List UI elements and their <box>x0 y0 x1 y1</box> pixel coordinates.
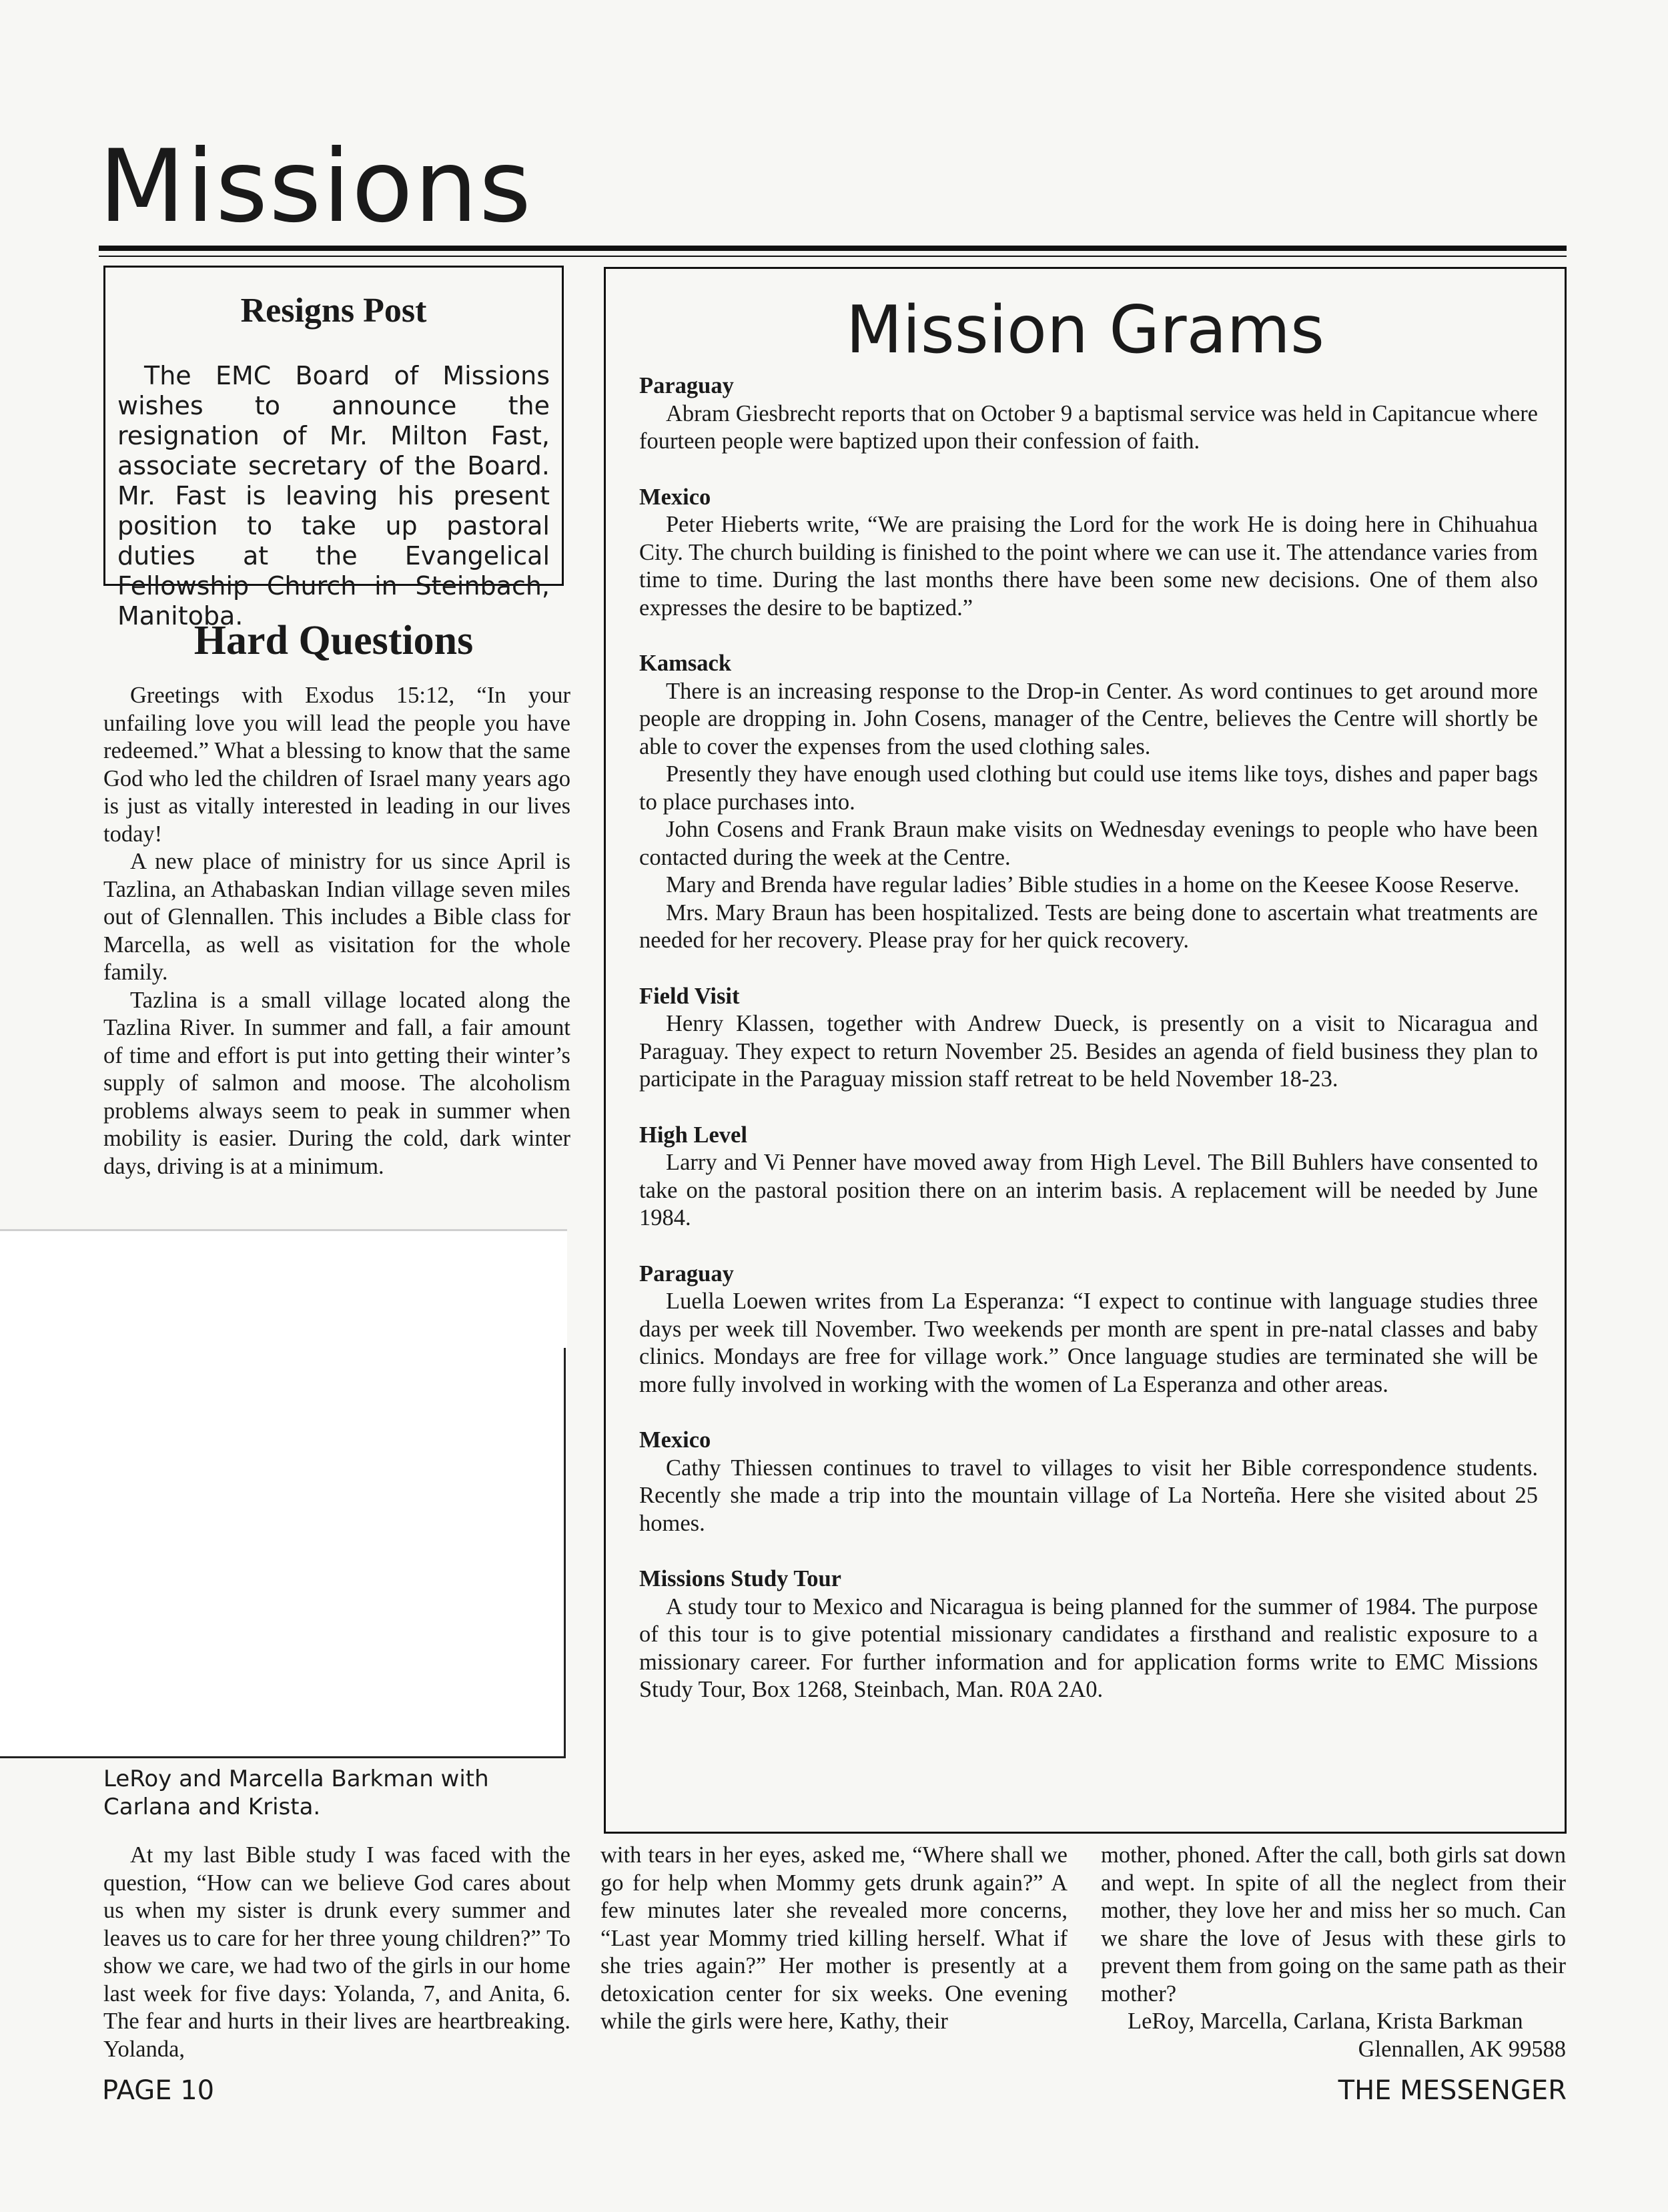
page-title: Missions <box>99 129 533 245</box>
resigns-post-body: The EMC Board of Missions wishes to announce the resignation of Mr. Milton Fast, associate secretary of the Board. Mr. Fast is leaving his present position to take up pastoral duties at the Evangelical Fellowship Church in Steinbach, Manitoba. <box>117 361 550 631</box>
hard-questions-paragraph: mother, phoned. After the call, both girls sat down and wept. In spite of all the neglect from their mother, they love her and miss her so much. Can we share the love of Jesus with these girls to prevent them from going on the same path as their mother? <box>1101 1842 1566 2006</box>
gram-kamsack <box>639 650 1538 955</box>
signature: LeRoy, Marcella, Carlana, Krista Barkman <box>1128 2008 1523 2034</box>
hard-questions-paragraph: with tears in her eyes, asked me, “Where shall we go for help when Mommy gets drunk again?” A few minutes later she revealed more concerns, “Last year Mommy tried killing herself. What if she tries again?” Her mother is presently at a detoxication center for six weeks. One evening while the girls were here, Kathy, their <box>600 1842 1068 2034</box>
family-photo <box>0 1231 567 1758</box>
page-number: PAGE 10 <box>102 2075 215 2106</box>
gram-paraguay-2 <box>639 1260 1538 1399</box>
gram-heading: Field Visit <box>639 983 740 1009</box>
gram-heading: Paraguay <box>639 1260 734 1286</box>
gram-high-level <box>639 1122 1538 1232</box>
mission-grams-box <box>604 267 1567 1834</box>
signature-location: Glennallen, AK 99588 <box>1358 2036 1566 2062</box>
gram-paragraph: Mrs. Mary Braun has been hospitalized. Tests are being done to ascertain what treatments are needed for her recovery. Please pray for her quick recovery. <box>639 899 1538 953</box>
gram-heading: Kamsack <box>639 651 731 676</box>
gram-heading: Paraguay <box>639 373 734 398</box>
gram-heading: Mexico <box>639 1427 711 1453</box>
resigns-post-title: Resigns Post <box>240 292 427 330</box>
hard-questions-paragraph: At my last Bible study I was faced with the question, “How can we believe God cares about us when my sister is drunk every summer and leaves us to care for her three young children?” To show we care, we had two of the girls in our home last week for five days: Yolanda, 7, and Anita, 6. The fear and hurts in their lives are heartbreaking. Yolanda, <box>103 1842 570 2062</box>
header-rule-thin <box>99 256 1567 257</box>
hard-questions-paragraph: Greetings with Exodus 15:12, “In your unfailing love you will lead the people you have redeemed.” What a blessing to know that the same God who led the children of Israel many years ago is just as vitally interested in leading in our lives today! <box>103 683 570 847</box>
gram-paragraph: Henry Klassen, together with Andrew Dueck, is presently on a visit to Nicaragua and Paraguay. They expect to return November 25. Besides an agenda of field business they plan to participate in the Paraguay mission staff retreat to be held November 18-23. <box>639 1011 1538 1092</box>
gram-missions-study-tour <box>639 1565 1538 1704</box>
gram-paragraph: Peter Hieberts write, “We are praising the Lord for the work He is doing here in Chihuahua City. The church building is finished to the point where we can use it. The attendance varies from time to time. During the last months there have been some new decisions. One of them also expresses the desire to be baptized.” <box>639 512 1538 621</box>
photo-border-bottom <box>0 1756 566 1758</box>
gram-paraguay <box>639 372 1538 456</box>
gram-paragraph: Larry and Vi Penner have moved away from High Level. The Bill Buhlers have consented to take on the pastoral position there on an interim basis. A replacement will be needed by June 1984. <box>639 1150 1538 1230</box>
gram-mexico <box>639 484 1538 623</box>
gram-heading: High Level <box>639 1122 747 1148</box>
gram-paragraph: Presently they have enough used clothing but could use items like toys, dishes and paper bags to place purchases into. <box>639 761 1538 815</box>
hard-questions-paragraph: A new place of ministry for us since April is Tazlina, an Athabaskan Indian village seven miles out of Glennallen. This includes a Bible class for Marcella, as well as visitation for the whole family. <box>103 849 570 985</box>
publication-name: THE MESSENGER <box>1338 2075 1567 2106</box>
gram-paragraph: A study tour to Mexico and Nicaragua is being planned for the summer of 1984. The purpose of this tour is to give potential missionary candidates a firsthand and realistic exposure to a missionary career. For further information and for application forms write to EMC Missions Study Tour, Box 1268, Steinbach, Man. R0A 2A0. <box>639 1593 1538 1702</box>
gram-paragraph: Abram Giesbrecht reports that on October 9 a baptismal service was held in Capitancue where fourteen people were baptized upon their confession of faith. <box>639 400 1538 454</box>
hard-questions-title: Hard Questions <box>193 618 474 663</box>
gram-paragraph: John Cosens and Frank Braun make visits on Wednesday evenings to people who have been contacted during the week at the Centre. <box>639 817 1538 870</box>
gram-mexico-2 <box>639 1427 1538 1537</box>
hard-questions-paragraph: Tazlina is a small village located along the Tazlina River. In summer and fall, a fair amount of time and effort is put into getting their winter’s supply of salmon and moose. The alcoholism problems always seem to peak in summer when mobility is easier. During the cold, dark winter days, driving is at a minimum. <box>103 987 570 1179</box>
hard-questions-intro <box>103 682 570 1180</box>
photo-border-top <box>0 1229 567 1231</box>
gram-field-visit <box>639 983 1538 1094</box>
gram-paragraph: Cathy Thiessen continues to travel to villages to visit her Bible correspondence students. Recently she made a trip into the mountain village of La Norteña. Here she visited about 25 homes. <box>639 1455 1538 1536</box>
mission-grams-title: Mission Grams <box>845 292 1325 368</box>
hard-questions-col-1 <box>103 1842 570 2063</box>
header-rule <box>99 246 1567 251</box>
hard-questions-col-3 <box>1101 1842 1566 2063</box>
gram-heading: Missions Study Tour <box>639 1566 841 1591</box>
gram-paragraph: Mary and Brenda have regular ladies’ Bible studies in a home on the Keesee Koose Reserve. <box>666 872 1520 897</box>
photo-border-right <box>564 1348 566 1758</box>
gram-heading: Mexico <box>639 484 711 510</box>
mission-grams-body <box>639 372 1538 1732</box>
hard-questions-col-2 <box>600 1842 1068 2036</box>
gram-paragraph: Luella Loewen writes from La Esperanza: “I expect to continue with language studies three days per week till November. Two weekends per month are spent in pre-natal classes and baby clinics. Mondays are free for village work.” Once language studies are terminated she will be more fully involved in working with the women of La Esperanza and other areas. <box>639 1288 1538 1397</box>
gram-paragraph: There is an increasing response to the Drop-in Center. As word continues to get around more people are dropping in. John Cosens, manager of the Centre, believes the Centre will shortly be able to cover the expenses from the used clothing sales. <box>639 678 1538 759</box>
resigns-post-box <box>103 266 564 631</box>
photo-caption: LeRoy and Marcella Barkman with Carlana and Krista. <box>103 1766 489 1820</box>
